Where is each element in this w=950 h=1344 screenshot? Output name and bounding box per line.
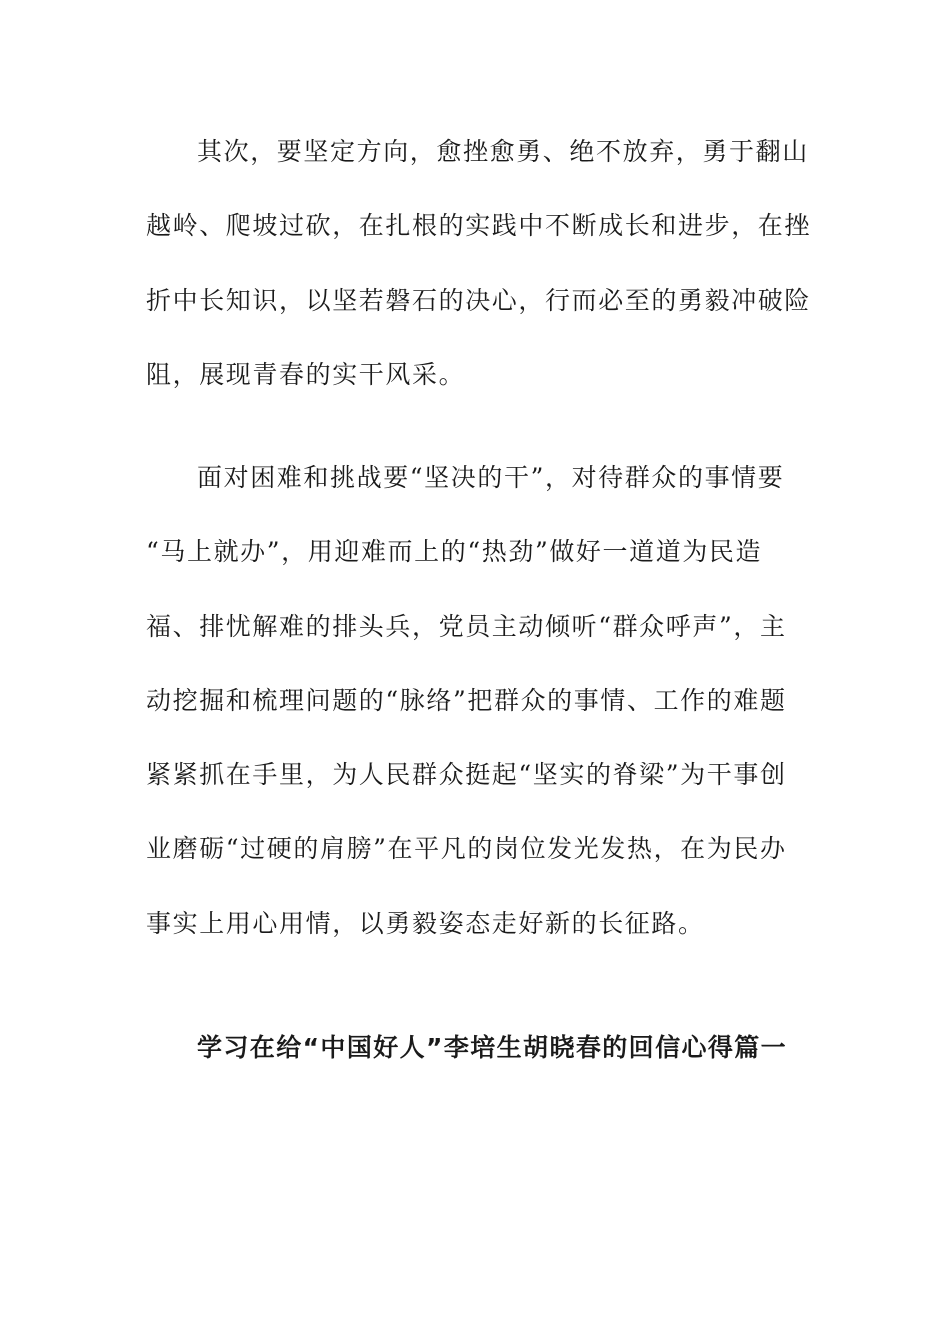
paragraph-line: 折中长知识，以坚若磐石的决心，行而必至的勇毅冲破险 bbox=[146, 286, 812, 315]
paragraph-line: 阻，展现青春的实干风采。 bbox=[146, 360, 466, 389]
paragraph-line: 越岭、爬坡过砍，在扎根的实践中不断成长和进步，在挫 bbox=[146, 211, 812, 240]
section-heading: 学习在给“中国好人”李培生胡晓春的回信心得篇一 bbox=[197, 1033, 788, 1062]
paragraph-line: “马上就办”，用迎难而上的“热劲”做好一道道为民造 bbox=[146, 537, 763, 566]
paragraph-line: 紧紧抓在手里，为人民群众挺起“坚实的脊梁”为干事创 bbox=[146, 760, 787, 789]
paragraph-line: 面对困难和挑战要“坚决的干”，对待群众的事情要 bbox=[197, 463, 785, 492]
paragraph-line: 福、排忧解难的排头兵，党员主动倾听“群众呼声”，主 bbox=[146, 612, 787, 641]
paragraph-line: 动挖掘和梳理问题的“脉络”把群众的事情、工作的难题 bbox=[146, 686, 787, 715]
paragraph-line: 其次，要坚定方向，愈挫愈勇、绝不放弃，勇于翻山 bbox=[197, 137, 809, 166]
paragraph-line: 事实上用心用情，以勇毅姿态走好新的长征路。 bbox=[146, 909, 705, 938]
paragraph-line: 业磨砺“过硬的肩膀”在平凡的岗位发光发热，在为民办 bbox=[146, 834, 787, 863]
